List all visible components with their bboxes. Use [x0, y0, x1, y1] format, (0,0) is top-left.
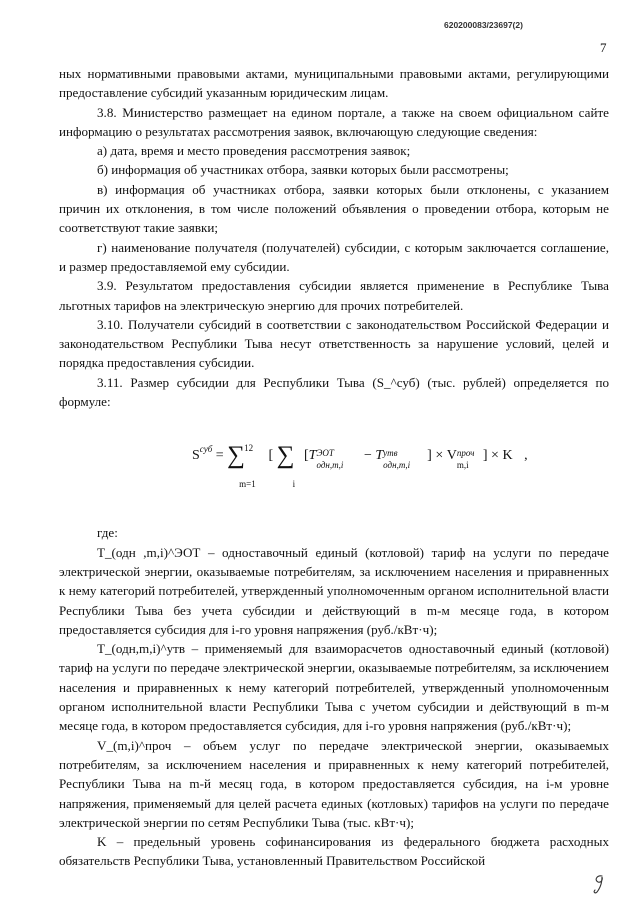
formula-sum-symbol: ∑ — [227, 442, 245, 470]
formula-v-sup: проч — [456, 448, 475, 459]
formula-v: V — [446, 448, 457, 464]
paragraph-3-9: 3.9. Результатом предоставления субсидии является применение в Республике Тыва льготных тарифов на электрическую энергию для прочих потребителей. — [59, 278, 609, 313]
definition-v-proch: V_(m,i)^проч – объем услуг по передаче электрической энергии, оказываемых потребителям, за исключением населения и приравненных к нему категорий потребителей, Республики Тыва на m-й месяц года, в котором предоставляется субсидия, на i-м уровне напряжения, применяемый для целей расчета единых (котловых) тарифов на услуги по передаче электрической энергии по сетям Республики Тыва (тыс. кВт·ч); — [59, 737, 609, 830]
list-item-a: а) дата, время и место проведения рассмотрения заявок; — [97, 143, 411, 159]
paragraph-3-8: 3.8. Министерство размещает на едином портале, а также на своем официальном сайте информацию о результатах рассмотрения заявок, включающую следующие сведения: — [59, 104, 609, 139]
formula-k: K — [502, 448, 513, 464]
page-number: 7 — [600, 40, 607, 55]
list-item-v: в) информация об участниках отбора, заявки которых были отклонены, с указанием причин их отклонения, в том числе положений объявления о проведении отбора, которым не соответствуют такие заявки; — [59, 181, 609, 236]
formula-t2-sub: одн,m,i — [383, 460, 411, 471]
subsidy-formula: $S^{суб}$ = ∑ 12 m=1 [ ∑ i [T ЭОТ одн,m,i − T утв одн,m,i ] × V проч m,i ] × K , — [59, 411, 609, 523]
formula-sum-lower: m=1 — [239, 479, 256, 490]
formula-inner-sum-symbol: ∑ — [276, 442, 295, 470]
formula-lhs: S — [192, 448, 200, 464]
formula-inner-sum — [276, 442, 296, 490]
formula-t2-sup: утв — [383, 448, 398, 459]
formula-close-paren: ] — [427, 448, 432, 464]
formula-comma: , — [524, 448, 528, 464]
formula-t1-sub: одн,m,i — [316, 460, 344, 471]
page-body — [59, 64, 609, 871]
formula-equals: = — [215, 448, 224, 464]
where-label: где: — [97, 525, 118, 541]
paragraph-3-11: 3.11. Размер субсидии для Республики Тыва (S_^суб) (тыс. рублей) определяется по формуле: — [59, 374, 609, 410]
definition-t-eot: T_(одн ,m,i)^ЭОТ – одноставочный единый (котловой) тариф на услуги по передаче электрической энергии, оказываемые потребителям, за исключением населения и приравненных к нему категорий потребителей, утвержденный уполномоченным органом исполнительной власти Республики Тыва без учета субсидии и действующий в m-м месяце года, в котором предоставляется субсидия для i-го уровня напряжения (руб./кВт·ч); — [59, 544, 609, 637]
paragraph-continuation: ных нормативными правовыми актами, муниципальными правовыми актами, регулирующими предоставление субсидий указанным юридическим лицам. — [59, 66, 609, 101]
list-item-g: г) наименование получателя (получателей) субсидии, с которым заключается соглашение, и размер предоставляемой ему субсидии. — [59, 239, 609, 274]
formula-times-1: × — [435, 448, 444, 464]
formula-t2: T — [375, 448, 384, 464]
formula-v-sub: m,i — [456, 460, 469, 471]
definition-k: K – предельный уровень софинансирования из федерального бюджета расходных обязательств Республики Тыва, установленный Правительством Российской — [59, 834, 609, 869]
formula-inner-sum-lower: i — [292, 479, 296, 490]
definition-t-utv: T_(одн,m,i)^утв – применяемый для взаиморасчетов одноставочный единый (котловой) тариф на услуги по передаче электрической энергии, оказываемые потребителям, за исключением населения и приравненных к нему категорий потребителей, утвержденный уполномоченным органом исполнительной власти Республики Тыва с учетом субсидии и действующий в m-м месяце года, в котором предоставляется субсидия, для i-го уровня напряжения (руб./кВт·ч); — [59, 641, 609, 734]
formula-sum — [227, 442, 256, 490]
formula-minus: − — [363, 448, 372, 464]
formula-t1-sup: ЭОТ — [316, 448, 334, 459]
formula-times-2: × — [491, 448, 499, 464]
formula-lhs-sup: суб — [199, 444, 213, 455]
handwritten-initial-mark — [590, 873, 608, 895]
document-id: 620200083/23697(2) — [444, 20, 523, 30]
paragraph-3-10: 3.10. Получатели субсидий в соответствии с законодательством Российской Федерации и законодательством Республики Тыва несут ответственность за нарушение условий, целей и порядка предоставления субсидии. — [59, 316, 609, 371]
formula-t1: T — [308, 448, 317, 464]
formula-close-bracket: ] — [482, 448, 488, 464]
formula-sum-upper: 12 — [244, 443, 254, 454]
list-item-b: б) информация об участниках отбора, заявки которых были рассмотрены; — [97, 162, 509, 178]
formula-open-bracket: [ — [268, 448, 274, 464]
